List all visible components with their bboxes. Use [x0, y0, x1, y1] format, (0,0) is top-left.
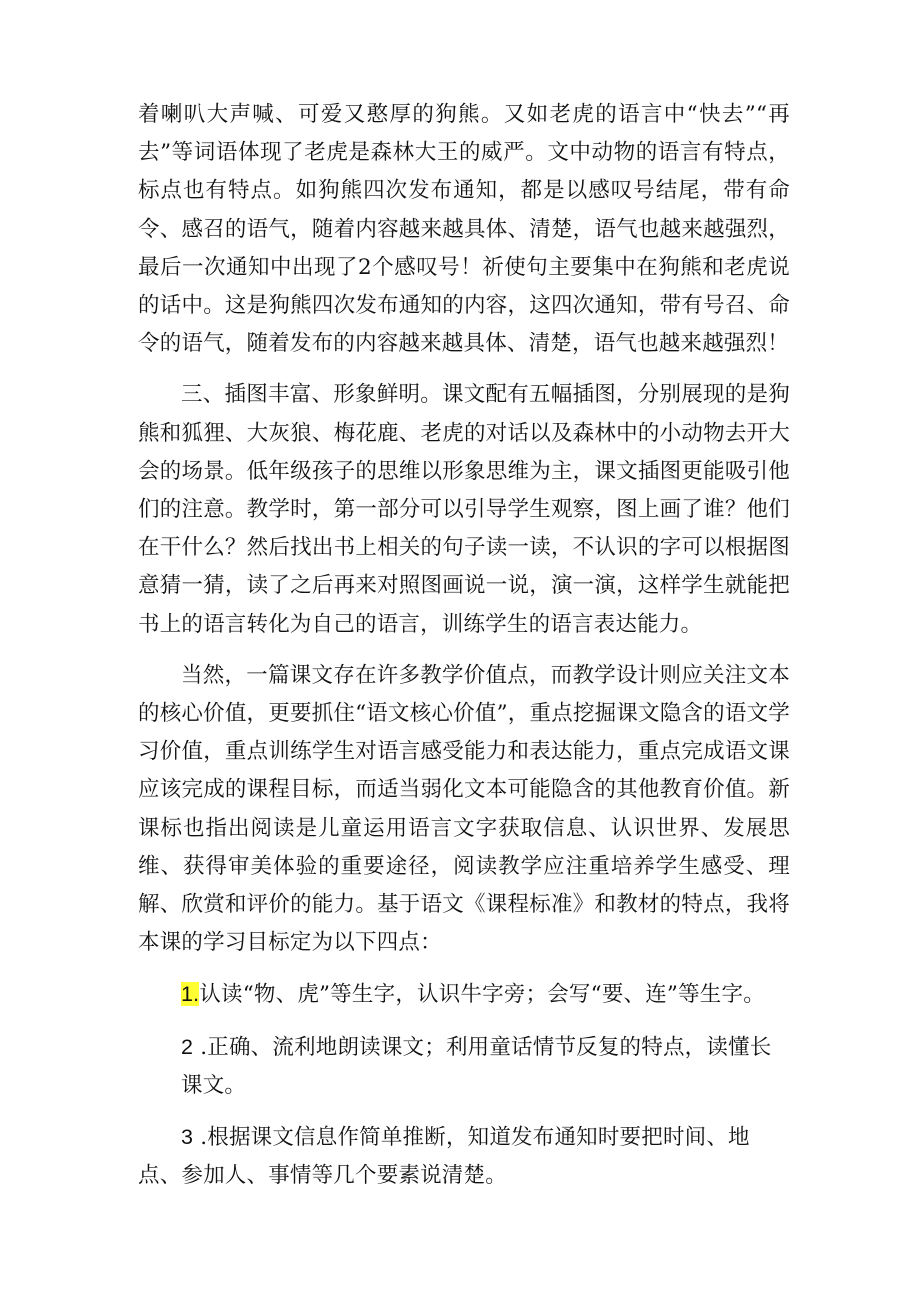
paragraph-core-value: 当然，一篇课文存在许多教学价值点，而教学设计则应关注文本的核心价值，更要抓住“语文核心价值”，重点挖掘课文隐含的语文学习价值，重点训练学生对语言感受能力和表达能力，重点完成语文课应该完成的课程目标，而适当弱化文本可能隐含的其他教育价值。新课标也指出阅读是儿童运用语言文字获取信息、认识世界、发展思维、获得审美体验的重要途径，阅读教学应注重培养学生感受、理解、欣赏和评价的能力。基于语文《课程标准》和教材的特点，我将本课的学习目标定为以下四点：	[138, 662, 790, 956]
paragraph-animal-language: 着喇叭大声喊、可爱又憨厚的狗熊。又如老虎的语言中“快去”“再去”等词语体现了老虎是森林大王的威严。文中动物的语言有特点，标点也有特点。如狗熊四次发布通知，都是以感叹号结尾，带有命令、感召的语气，随着内容越来越具体、清楚，语气也越来越强烈，最后一次通知中出现了2个感叹号！祈使句主要集中在狗熊和老虎说的话中。这是狗熊四次发布通知的内容，这四次通知，带有号召、命令的语气，随着发布的内容越来越具体、清楚，语气也越来越强烈！	[138, 102, 790, 357]
goal-number-highlighted: 1.	[181, 982, 200, 1007]
paragraph-gap	[138, 363, 790, 376]
paragraph-gap	[138, 1105, 790, 1118]
goal-text: 认读“物、虎”等生字，认识牛字旁；会写“要、连”等生字。	[199, 982, 765, 1008]
goal-text: .正确、流利地朗读课文；利用童话情节反复的特点，读懂长课文。	[181, 1034, 772, 1098]
paragraph-illustrations: 三、插图丰富、形象鲜明。课文配有五幅插图，分别展现的是狗熊和狐狸、大灰狼、梅花鹿、老虎的对话以及森林中的小动物去开大会的场景。低年级孩子的思维以形象思维为主，课文插图更能吸引他们的注意。教学时，第一部分可以引导学生观察，图上画了谁？他们在干什么？然后找出书上相关的句子读一读，不认识的字可以根据图意猜一猜，读了之后再来对照图画说一说，演一演，这样学生就能把书上的语言转化为自己的语言，训练学生的语言表达能力。	[138, 382, 790, 637]
goal-number: 2	[181, 1034, 194, 1059]
goal-item-3	[138, 1118, 790, 1195]
goal-item-2	[138, 1028, 790, 1105]
paragraph-gap	[138, 962, 790, 975]
paragraph-gap	[138, 1015, 790, 1028]
paragraph-gap	[138, 644, 790, 657]
goal-number: 3	[181, 1125, 194, 1150]
document-body	[138, 96, 790, 1195]
goal-item-1	[138, 975, 790, 1014]
goal-text: .根据课文信息作简单推断，知道发布通知时要把时间、地点、参加人、事情等几个要素说清楚。	[138, 1125, 750, 1189]
